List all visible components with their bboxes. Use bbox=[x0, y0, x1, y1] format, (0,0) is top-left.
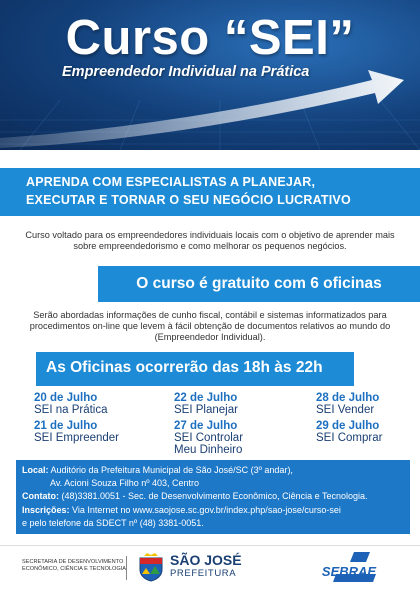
hero-banner bbox=[0, 0, 420, 150]
footer-separator bbox=[126, 556, 127, 580]
workshop-name-line-2: Meu Dinheiro bbox=[174, 444, 243, 456]
workshop-name: SEI Comprar bbox=[316, 432, 383, 444]
registration-text[interactable]: Via Internet no www.saojose.sc.gov.br/index.php/sao-jose/curso-sei bbox=[69, 505, 341, 515]
workshop-date: 27 de Julho bbox=[174, 420, 238, 432]
local-label: Local: bbox=[22, 465, 49, 475]
footer-divider bbox=[0, 545, 420, 546]
headline-line-1: APRENDA COM ESPECIALISTAS A PLANEJAR, bbox=[26, 175, 316, 189]
workshop-date: 20 de Julho bbox=[34, 392, 98, 404]
workshop-item bbox=[34, 392, 108, 416]
contact-row bbox=[22, 491, 368, 501]
schedule-time-banner bbox=[36, 352, 354, 386]
sebrae-logo-text: SEBRAE bbox=[321, 564, 377, 579]
schedule-time-text: As Oficinas ocorrerão das 18h às 22h bbox=[46, 359, 323, 376]
intro-line-2: sobre empreendedorismo e como melhorar os pequenos negócios. bbox=[73, 241, 347, 251]
workshop-name: SEI Controlar bbox=[174, 432, 244, 444]
registration-label: Inscrições: bbox=[22, 505, 70, 515]
workshop-item bbox=[316, 420, 382, 444]
city-crest-icon bbox=[136, 552, 166, 582]
info-box bbox=[16, 460, 410, 534]
workshop-date: 22 de Julho bbox=[174, 392, 238, 404]
workshop-name: SEI Empreender bbox=[34, 432, 120, 444]
headline-line-2: EXECUTAR E TORNAR O SEU NEGÓCIO LUCRATIVO bbox=[26, 193, 351, 207]
intro-line-1: Curso voltado para os empreendedores individuais locais com o objetivo de aprender mais bbox=[25, 230, 395, 240]
local-text: Auditório da Prefeitura Municipal de São José/SC (3º andar), bbox=[48, 465, 293, 475]
contact-label: Contato: bbox=[22, 491, 59, 501]
local-address: Av. Acioni Souza Filho nº 403, Centro bbox=[50, 478, 200, 488]
headline-banner bbox=[0, 168, 420, 216]
workshop-date: 28 de Julho bbox=[316, 392, 380, 404]
description-line-1: Serão abordadas informações de cunho fiscal, contábil e sistemas informatizados para bbox=[33, 310, 387, 320]
local-row bbox=[22, 465, 293, 475]
workshop-item bbox=[174, 392, 238, 416]
description-paragraph bbox=[12, 310, 408, 343]
workshop-date: 21 de Julho bbox=[34, 420, 98, 432]
secretaria-label bbox=[22, 559, 126, 573]
secretaria-line-1: SECRETARIA DE DESENVOLVIMENTO bbox=[22, 559, 124, 565]
free-course-banner bbox=[98, 266, 420, 302]
workshop-name: SEI Vender bbox=[316, 404, 375, 416]
workshop-name: SEI na Prática bbox=[34, 404, 108, 416]
city-subtitle: PREFEITURA bbox=[170, 568, 237, 579]
workshop-item bbox=[34, 420, 119, 444]
workshop-date: 29 de Julho bbox=[316, 420, 380, 432]
workshop-item bbox=[316, 392, 379, 416]
city-name: SÃO JOSÉ bbox=[170, 552, 242, 568]
registration-phone: e pelo telefone da SDECT nº (48) 3381-0051. bbox=[22, 518, 204, 528]
contact-text: (48)3381.0051 - Sec. de Desenvolvimento Econômico, Ciência e Tecnologia. bbox=[59, 491, 368, 501]
registration-row bbox=[22, 505, 341, 515]
free-course-text: O curso é gratuito com 6 oficinas bbox=[136, 275, 382, 292]
intro-paragraph bbox=[12, 230, 408, 252]
secretaria-line-2: ECONÔMICO, CIÊNCIA E TECNOLOGIA bbox=[22, 566, 127, 572]
workshop-item bbox=[174, 420, 243, 456]
workshop-name: SEI Planejar bbox=[174, 404, 238, 416]
description-line-2: procedimentos on-line que levem à fácil obtenção de documentos relativos ao mundo do bbox=[29, 321, 391, 331]
hero-subtitle: Empreendedor Individual na Prática bbox=[62, 64, 310, 80]
hero-title: Curso “SEI” bbox=[65, 11, 355, 65]
description-line-3: (Empreendedor Individual). bbox=[154, 332, 266, 342]
